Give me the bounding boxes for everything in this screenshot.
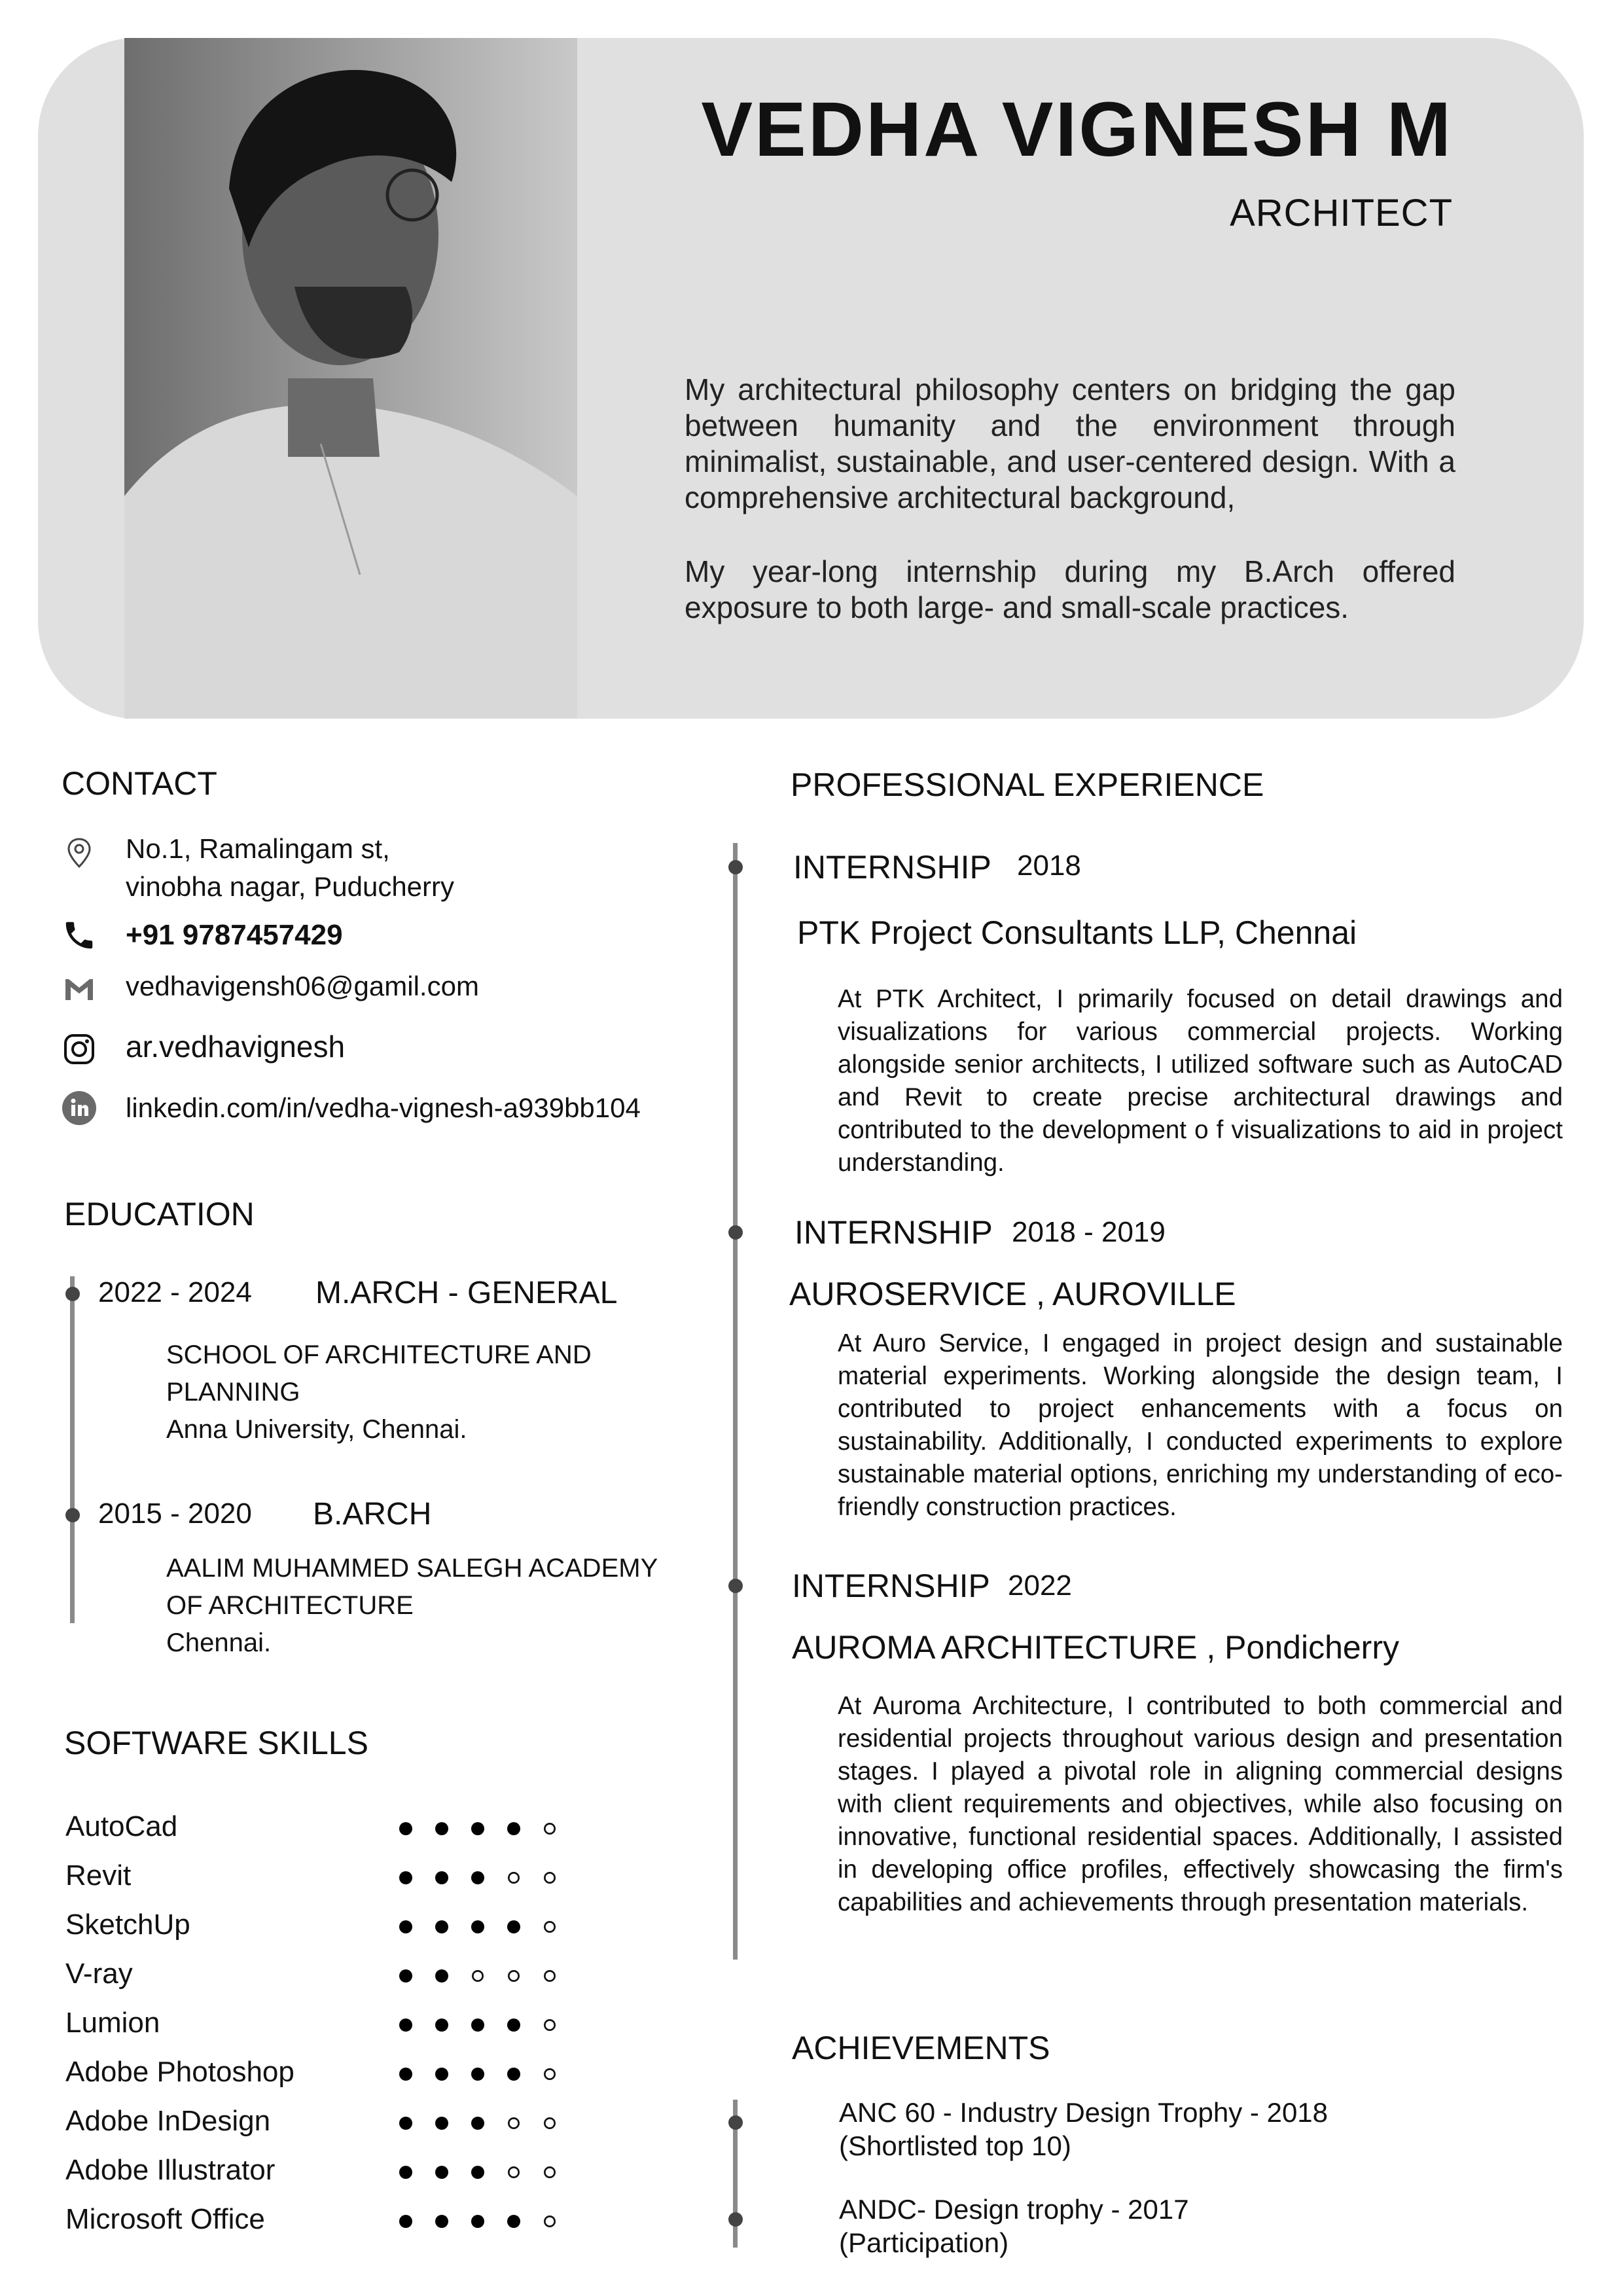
rating-dot-filled [399,2068,412,2081]
rating-dot-filled [471,2215,484,2228]
timeline-dot [728,1579,743,1593]
linkedin-url[interactable]: linkedin.com/in/vedha-vignesh-a939bb104 [126,1092,641,1123]
rating-dot-empty [544,1921,556,1933]
education-place: Anna University, Chennai. [166,1415,467,1444]
rating-dot-filled [435,2068,448,2081]
education-years: 2015 - 2020 [98,1498,252,1530]
rating-dot-empty [508,1970,520,1982]
rating-dot-empty [508,1872,520,1884]
skill-row [65,2203,563,2249]
rating-dot-filled [435,2215,448,2228]
skill-rating [399,2215,579,2228]
timeline-dot [728,2212,743,2227]
rating-dot-filled [435,1871,448,1884]
rating-dot-empty [544,2166,556,2178]
rating-dot-filled [471,2018,484,2032]
achievement-note: (Shortlisted top 10) [839,2130,1071,2161]
job-year: 2022 [1008,1570,1072,1602]
skill-rating [399,2166,579,2179]
rating-dot-filled [507,2068,520,2081]
rating-dot-empty [508,2117,520,2129]
email-icon [62,971,97,1007]
rating-dot-filled [399,1822,412,1835]
achievement-note: (Participation) [839,2227,1009,2258]
timeline-dot [728,2115,743,2130]
timeline-dot [728,1225,743,1240]
skill-row [65,1909,563,1954]
job-company: AUROMA ARCHITECTURE , Pondicherry [792,1629,1399,1666]
rating-dot-empty [544,2215,556,2227]
rating-dot-filled [399,2018,412,2032]
rating-dot-filled [435,1969,448,1982]
skill-name: AutoCad [65,1810,178,1842]
rating-dot-filled [471,1920,484,1933]
profile-photo [124,38,577,719]
job-title: INTERNSHIP [792,1568,990,1604]
education-degree: B.ARCH [313,1497,432,1532]
rating-dot-empty [544,2117,556,2129]
rating-dot-filled [471,2068,484,2081]
rating-dot-filled [471,2166,484,2179]
skill-name: Adobe Illustrator [65,2154,276,2186]
location-pin-icon [62,835,97,870]
timeline-dot [65,1508,80,1522]
rating-dot-filled [471,1822,484,1835]
rating-dot-filled [507,1920,520,1933]
address-line-1: No.1, Ramalingam st, [126,833,390,864]
rating-dot-filled [435,1822,448,1835]
achievement-title: ANDC- Design trophy - 2017 [839,2194,1189,2225]
education-school: SCHOOL OF ARCHITECTURE AND PLANNING [166,1340,592,1407]
skill-name: Revit [65,1859,132,1892]
skill-name: SketchUp [65,1909,190,1941]
achievement-title: ANC 60 - Industry Design Trophy - 2018 [839,2097,1329,2128]
job-year: 2018 [1017,850,1081,882]
education-years: 2022 - 2024 [98,1276,252,1308]
skill-name: Adobe InDesign [65,2105,271,2137]
rating-dot-filled [399,2215,412,2228]
skill-row [65,2056,563,2102]
address-line-2: vinobha nagar, Puducherry [126,871,455,902]
skill-rating [399,1822,579,1835]
rating-dot-filled [435,2166,448,2179]
job-company: AUROSERVICE , AUROVILLE [789,1276,1236,1312]
skill-rating [399,2117,579,2130]
education-timeline [70,1276,75,1623]
rating-dot-filled [399,1969,412,1982]
timeline-dot [65,1287,80,1301]
skill-name: Lumion [65,2007,160,2039]
instagram-handle[interactable]: ar.vedhavignesh [126,1030,346,1064]
job-year: 2018 - 2019 [1012,1216,1166,1248]
rating-dot-filled [399,1920,412,1933]
skill-name: V-ray [65,1958,133,1990]
candidate-role: ARCHITECT [1230,192,1453,234]
rating-dot-filled [399,1871,412,1884]
experience-timeline [733,843,738,1960]
rating-dot-empty [544,2068,556,2080]
skill-row [65,2154,563,2200]
skill-rating [399,1969,579,1982]
email-address[interactable]: vedhavigensh06@gamil.com [126,971,479,1001]
skill-row [65,1958,563,2003]
linkedin-icon [62,1090,97,1126]
skill-rating [399,2068,579,2081]
rating-dot-filled [471,2117,484,2130]
rating-dot-filled [399,2166,412,2179]
rating-dot-filled [471,1871,484,1884]
education-heading: EDUCATION [64,1196,255,1232]
candidate-name: VEDHA VIGNESH M [701,86,1453,173]
timeline-dot [728,860,743,874]
skill-name: Microsoft Office [65,2203,265,2235]
rating-dot-filled [507,1822,520,1835]
rating-dot-filled [507,2215,520,2228]
job-description: At Auroma Architecture, I contributed to both commercial and residential projects throughout various design and presentation stages. I played a pivotal role in aligning commercial designs with client requirements and objectives, while also focusing on innovative, functional residential spaces. Additionally, I assisted in developing office profiles, effectively showcasing the firm's capabilities and achievements through presentation materials. [838,1692,1563,1916]
education-school: AALIM MUHAMMED SALEGH ACADEMY OF ARCHITECTURE [166,1554,658,1620]
skill-rating [399,2018,579,2032]
rating-dot-filled [435,2018,448,2032]
rating-dot-empty [544,1872,556,1884]
phone-icon [62,918,97,953]
rating-dot-filled [435,2117,448,2130]
job-company: PTK Project Consultants LLP, Chennai [797,914,1357,951]
education-degree: M.ARCH - GENERAL [315,1276,618,1310]
contact-heading: CONTACT [62,765,217,802]
rating-dot-empty [544,1970,556,1982]
rating-dot-empty [472,1970,484,1982]
summary-paragraph-1: My architectural philosophy centers on bridging the gap between humanity and the environment through minimalist, sustainable, and user-centered design. With a comprehensive architectural background, [685,372,1455,514]
rating-dot-filled [399,2117,412,2130]
instagram-icon [62,1031,97,1067]
job-title: INTERNSHIP [793,849,991,886]
skill-name: Adobe Photoshop [65,2056,294,2088]
achievements-heading: ACHIEVEMENTS [792,2030,1050,2066]
skill-row [65,1859,563,1905]
rating-dot-filled [435,1920,448,1933]
phone-number[interactable]: +91 9787457429 [126,919,343,951]
skills-heading: SOFTWARE SKILLS [64,1725,368,1761]
skill-rating [399,1871,579,1884]
job-description: At PTK Architect, I primarily focused on detail drawings and visualizations for various commercial projects. Working alongside senior architects, I utilized software such as AutoCAD and Revit to create precise architectural drawings and contributed to the development o f visualizations to aid in project understanding. [838,985,1563,1177]
skill-rating [399,1920,579,1933]
skill-row [65,1810,563,1856]
experience-heading: PROFESSIONAL EXPERIENCE [791,766,1264,803]
skill-row [65,2105,563,2151]
education-place: Chennai. [166,1628,272,1657]
rating-dot-empty [508,2166,520,2178]
rating-dot-filled [507,2018,520,2032]
skill-row [65,2007,563,2053]
summary-paragraph-2: My year-long internship during my B.Arch offered exposure to both large- and small-scale practices. [685,554,1455,624]
rating-dot-empty [544,1823,556,1835]
job-description: At Auro Service, I engaged in project design and sustainable material experiments. Working alongside the design team, I contributed to project enhancements with a focus on sustainability. Additionally, I conducted experiments to explore sustainable material options, enriching my understanding of eco-friendly construction practices. [838,1329,1563,1521]
job-title: INTERNSHIP [794,1214,993,1251]
rating-dot-empty [544,2019,556,2031]
